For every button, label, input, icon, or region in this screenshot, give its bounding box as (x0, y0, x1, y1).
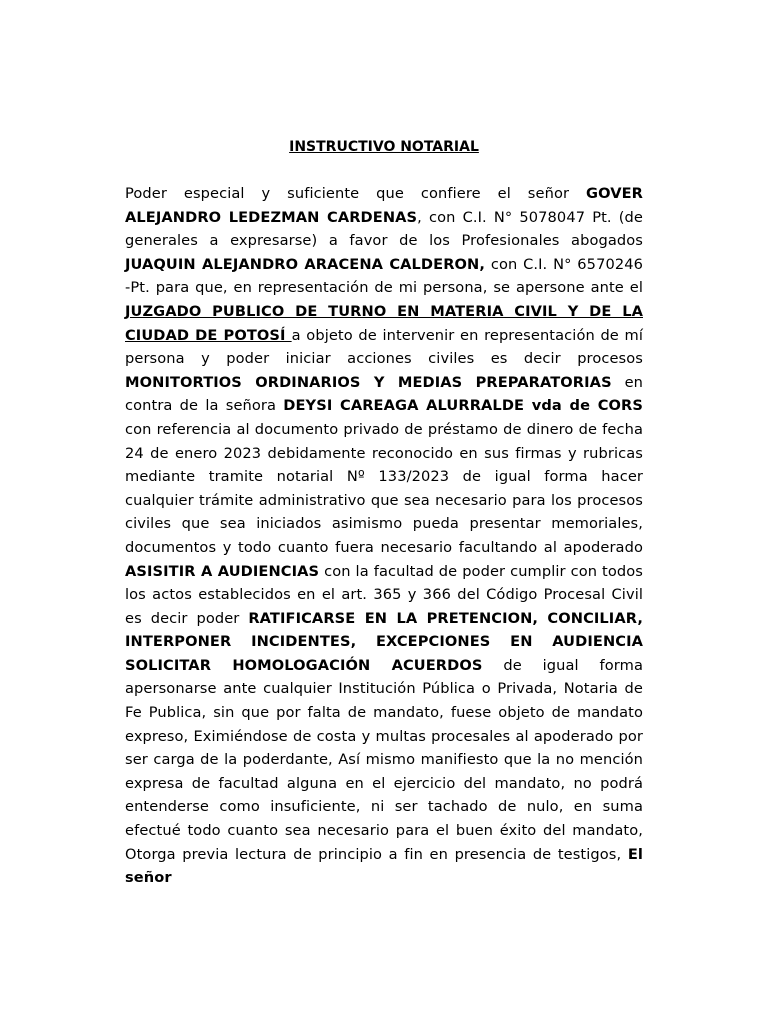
text-segment: en contra de la señora (125, 373, 643, 415)
defendant-name: DEYSI CAREAGA ALURRALDE vda de CORS (283, 397, 643, 415)
powers-list: RATIFICARSE EN LA PRETENCION, CONCILIAR, INTERPONER INCIDENTES, EXCEPCIONES EN AUDIENCIA SOLICITAR HOMOLOGACIÓN ACUERDOS (125, 609, 643, 674)
text-segment: con la facultad de poder cumplir con todos los actos establecidos en el art. 365 y 366 del Código Procesal Civil es decir poder (125, 562, 643, 627)
text-segment: con referencia al documento privado de préstamo de dinero de fecha 24 de enero 2023 debidamente reconocido en sus firmas y rubricas mediante tramite notarial Nº 133/2023 de igual forma hacer cualquier trámite administrativo que sea necesario para los procesos civiles que sea iniciados asimismo pueda presentar memoriales, documentos y todo cuanto fuera necesario facultando al apoderado (125, 420, 643, 556)
text-segment: a objeto de intervenir en representación de mí persona y poder iniciar acciones civiles es decir procesos (125, 326, 643, 368)
text-segment: , con C.I. N° 5078047 Pt. (de generales a expresarse) a favor de los Profesionales abogados (125, 208, 643, 250)
text-segment: de igual forma apersonarse ante cualquier Institución Pública o Privada, Notaria de Fe Publica, sin que por falta de mandato, fuese objeto de mandato expreso, Eximiéndose de costa y multas procesales al apoderado por ser carga de la poderdante, Así mismo manifiesto que la no mención expresa de facultad alguna en el ejercicio del mandato, no podrá entenderse como insuficiente, ni ser tachado de nulo, en suma efectué todo cuanto sea necesario para el buen éxito del mandato, Otorga previa lectura de principio a fin en presencia de testigos, (125, 656, 643, 863)
document-title: INSTRUCTIVO NOTARIAL (289, 139, 479, 155)
hearing-faculty: ASISITIR A AUDIENCIAS (125, 562, 320, 580)
closing-bold-text: El señor (125, 845, 643, 887)
document-body (125, 182, 643, 890)
grantor-name: GOVER ALEJANDRO LEDEZMAN CARDENAS (125, 185, 643, 226)
court-name: JUZGADO PUBLICO DE TURNO EN MATERIA CIVIL Y DE LA CIUDAD DE POTOSÍ (125, 302, 643, 344)
text-segment: Poder especial y suficiente que confiere el señor (125, 185, 586, 202)
text-segment: con C.I. N° 6570246 -Pt. para que, en representación de mi persona, se apersone ante el (125, 255, 643, 297)
attorney-name: JUAQUIN ALEJANDRO ARACENA CALDERON, (125, 255, 486, 273)
process-type: MONITORTIOS ORDINARIOS Y MEDIAS PREPARATORIAS (125, 373, 612, 391)
